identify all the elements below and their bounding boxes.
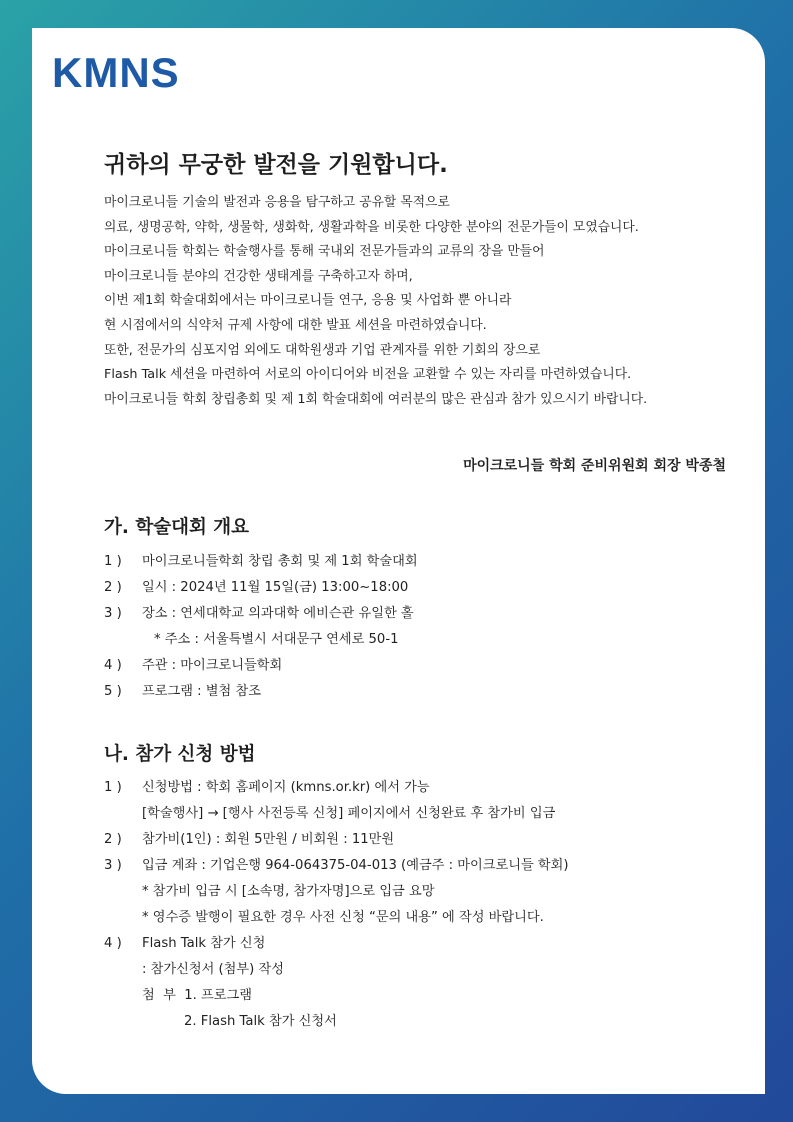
item-number: 5 ): [104, 684, 122, 699]
item-number: 3 ): [104, 858, 122, 873]
intro-paragraph: [104, 191, 724, 412]
list-item: [104, 575, 724, 601]
list-item: [104, 931, 724, 957]
intro-line: Flash Talk 세션을 마련하여 서로의 아이디어와 비전을 교환할 수 있는 자리를 마련하였습니다.: [104, 367, 632, 383]
list-item: [104, 879, 724, 905]
item-number: 3 ): [104, 606, 122, 621]
section-title-registration: 나. 참가 신청 방법: [104, 744, 256, 765]
item-subtext: [학술행사] → [행사 사전등록 신청] 페이지에서 신청완료 후 참가비 입금: [142, 806, 556, 821]
list-item: [104, 957, 724, 983]
list-item: [104, 801, 724, 827]
item-text: 입금 계좌 : 기업은행 964-064375-04-013 (예금주 : 마이크로니들 학회): [142, 858, 569, 873]
intro-line: 현 시점에서의 식약처 규제 사항에 대한 발표 세션을 마련하였습니다.: [104, 317, 487, 333]
item-text: 프로그램 : 별첨 참조: [142, 684, 261, 699]
intro-line: 마이크로니들 학회 창립총회 및 제 1회 학술대회에 여러분의 많은 관심과 참가 있으시기 바랍니다.: [104, 391, 648, 407]
document-sheet: [32, 28, 765, 1094]
list-item: [104, 983, 724, 1009]
list-item: [104, 653, 724, 679]
item-number: 2 ): [104, 580, 122, 595]
item-number: 4 ): [104, 658, 122, 673]
section-title-overview: 가. 학술대회 개요: [104, 517, 250, 538]
item-text: 장소 : 연세대학교 의과대학 에비슨관 유일한 홀: [142, 606, 414, 621]
item-text: Flash Talk 참가 신청: [142, 936, 266, 951]
intro-line: 마이크로니들 분야의 건강한 생태계를 구축하고자 하며,: [104, 268, 413, 284]
intro-line: 마이크로니들 기술의 발전과 응용을 탐구하고 공유할 목적으로: [104, 195, 450, 210]
item-subtext: * 참가비 입금 시 [소속명, 참가자명]으로 입금 요망: [142, 884, 435, 899]
item-text: 주관 : 마이크로니들학회: [142, 658, 283, 673]
attachment-item: 2. Flash Talk 참가 신청서: [184, 1014, 337, 1029]
item-subtext: : 참가신청서 (첨부) 작성: [142, 962, 284, 977]
item-number: 2 ): [104, 832, 122, 847]
item-text: 일시 : 2024년 11월 15일(금) 13:00~18:00: [142, 580, 409, 595]
item-subtext: * 주소 : 서울특별시 서대문구 연세로 50-1: [154, 632, 399, 647]
kmns-logo: KMNS: [52, 49, 180, 96]
list-item: [104, 827, 724, 853]
list-item: [104, 549, 724, 575]
intro-line: 마이크로니들 학회는 학술행사를 통해 국내외 전문가들과의 교류의 장을 만들어: [104, 244, 545, 260]
list-item: [104, 679, 724, 705]
attachment-label: 첨 부 1. 프로그램: [142, 988, 252, 1003]
item-number: 4 ): [104, 936, 122, 951]
list-item: [104, 627, 724, 653]
item-text: 참가비(1인) : 회원 5만원 / 비회원 : 11만원: [142, 832, 395, 847]
list-item: [104, 905, 724, 931]
item-text: 마이크로니들학회 창립 총회 및 제 1회 학술대회: [142, 554, 418, 569]
registration-list: [104, 775, 724, 1035]
intro-line: 의료, 생명공학, 약학, 생물학, 생화학, 생활과학을 비롯한 다양한 분야의 전문가들이 모였습니다.: [104, 219, 639, 235]
intro-line: 또한, 전문가의 심포지엄 외에도 대학원생과 기업 관계자를 위한 기회의 장으로: [104, 342, 541, 358]
overview-list: [104, 549, 724, 705]
item-number: 1 ): [104, 554, 122, 569]
page-title: 귀하의 무궁한 발전을 기원합니다.: [104, 152, 448, 178]
item-subtext: * 영수증 발행이 필요한 경우 사전 신청 “문의 내용” 에 작성 바랍니다.: [142, 910, 544, 925]
list-item: [104, 775, 724, 801]
list-item: [104, 1009, 724, 1035]
signature: 마이크로니들 학회 준비위원회 회장 박종철: [463, 458, 726, 474]
item-number: 1 ): [104, 780, 122, 795]
list-item: [104, 601, 724, 627]
intro-line: 이번 제1회 학술대회에서는 마이크로니들 연구, 응용 및 사업화 뿐 아니라: [104, 293, 512, 309]
list-item: [104, 853, 724, 879]
item-text: 신청방법 : 학회 홈페이지 (kmns.or.kr) 에서 가능: [142, 780, 430, 795]
